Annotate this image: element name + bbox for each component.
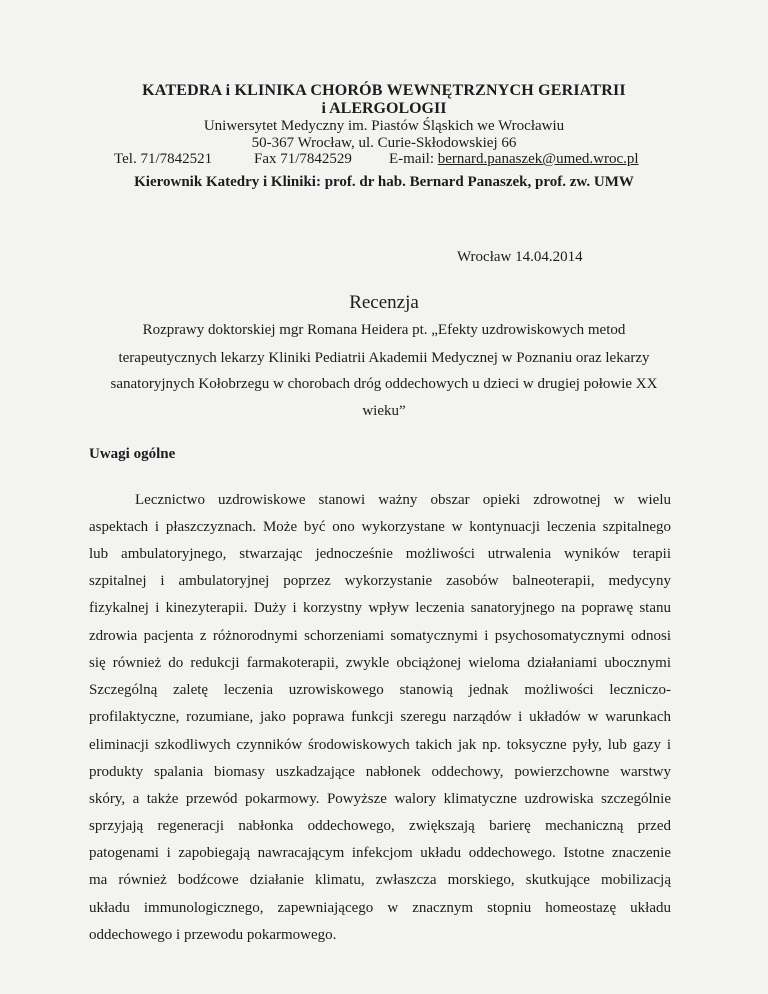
paragraph-line: fizykalnej i kinezyterapii. Duży i korzystny wpływ leczenia sanatoryjnego na poprawę stanu <box>89 600 671 616</box>
email-link[interactable]: bernard.panaszek@umed.wroc.pl <box>437 151 639 167</box>
paragraph-line: lub ambulatoryjnego, stwarzając jednocześnie możliwości utrwalenia wyników terapii <box>89 546 671 562</box>
email-line <box>389 151 639 168</box>
document-title: Recenzja <box>349 292 419 313</box>
phone-number: Tel. 71/7842521 <box>114 151 213 167</box>
email-label: E-mail: <box>389 151 438 167</box>
department-name-continued: i ALERGOLOGII <box>321 100 447 117</box>
paragraph-line: szpitalnej i ambulatoryjnej poprzez wykorzystanie zasobów balneoterapii, medycyny <box>89 573 671 589</box>
paragraph-line: patogenami i zapobiegają nawracającym infekcjom układu oddechowego. Istotne znaczenie <box>89 845 671 861</box>
paragraph-line: skóry, a także przewód pokarmowy. Powyższe walory klimatyczne uzdrowiska szczególnie <box>89 791 671 807</box>
document-date: Wrocław 14.04.2014 <box>457 249 583 265</box>
paragraph-line: Szczególną zaletę leczenia uzrowiskowego stanowią jednak możliwości leczniczo- <box>89 682 671 698</box>
fax-number: Fax 71/7842529 <box>254 151 352 167</box>
head-of-department: Kierownik Katedry i Kliniki: prof. dr hab. Bernard Panaszek, prof. zw. UMW <box>134 174 634 190</box>
paragraph-line: oddechowego i przewodu pokarmowego. <box>89 927 337 943</box>
paragraph-line: profilaktyczne, rozumiane, jako poprawa funkcji szeregu narządów i układów w warunkach <box>89 709 671 725</box>
paragraph-line: układu immunologicznego, zapewniającego w znacznym stopniu homeostazę układu <box>89 900 671 916</box>
paragraph-line: aspektach i płaszczyznach. Może być ono wykorzystane w kontynuacji leczenia szpitalnego <box>89 519 671 535</box>
paragraph-line: ma również bodźcowe działanie klimatu, zwłaszcza morskiego, skutkujące mobilizacją <box>89 872 671 888</box>
paragraph-line: Lecznictwo uzdrowiskowe stanowi ważny obszar opieki zdrowotnej w wielu <box>135 492 671 508</box>
subject-line: Rozprawy doktorskiej mgr Romana Heidera pt. „Efekty uzdrowiskowych metod <box>142 322 626 338</box>
paragraph-line: sprzyjają regeneracji nabłonka oddechowego, zwiększają barierę mechaniczną przed <box>89 818 671 834</box>
subject-line: terapeutycznych lekarzy Kliniki Pediatrii Akademii Medycznej w Poznaniu oraz lekarzy <box>118 350 650 366</box>
department-name: KATEDRA i KLINIKA CHORÓB WEWNĘTRZNYCH GERIATRII <box>142 82 626 99</box>
paragraph-line: eliminacji szkodliwych czynników środowiskowych takich jak np. toksyczne pyły, lub gazy i <box>89 737 671 753</box>
paragraph-line: się również do redukcji farmakoterapii, zwykle obciążonej wieloma działaniami ubocznymi <box>89 655 671 671</box>
paragraph-line: produkty spalania biomasy uszkadzające nabłonek oddechowy, powierzchowne warstwy <box>89 764 671 780</box>
section-heading: Uwagi ogólne <box>89 446 176 462</box>
university-name: Uniwersytet Medyczny im. Piastów Śląskich we Wrocławiu <box>203 118 565 134</box>
subject-line: wieku” <box>362 403 406 419</box>
paragraph-line: zdrowia pacjenta z różnorodnymi schorzeniami somatycznymi i psychosomatycznymi odnosi <box>89 628 671 644</box>
subject-line: sanatoryjnych Kołobrzegu w chorobach dróg oddechowych u dzieci w drugiej połowie XX <box>110 376 658 392</box>
address: 50-367 Wrocław, ul. Curie-Skłodowskiej 66 <box>251 135 517 151</box>
